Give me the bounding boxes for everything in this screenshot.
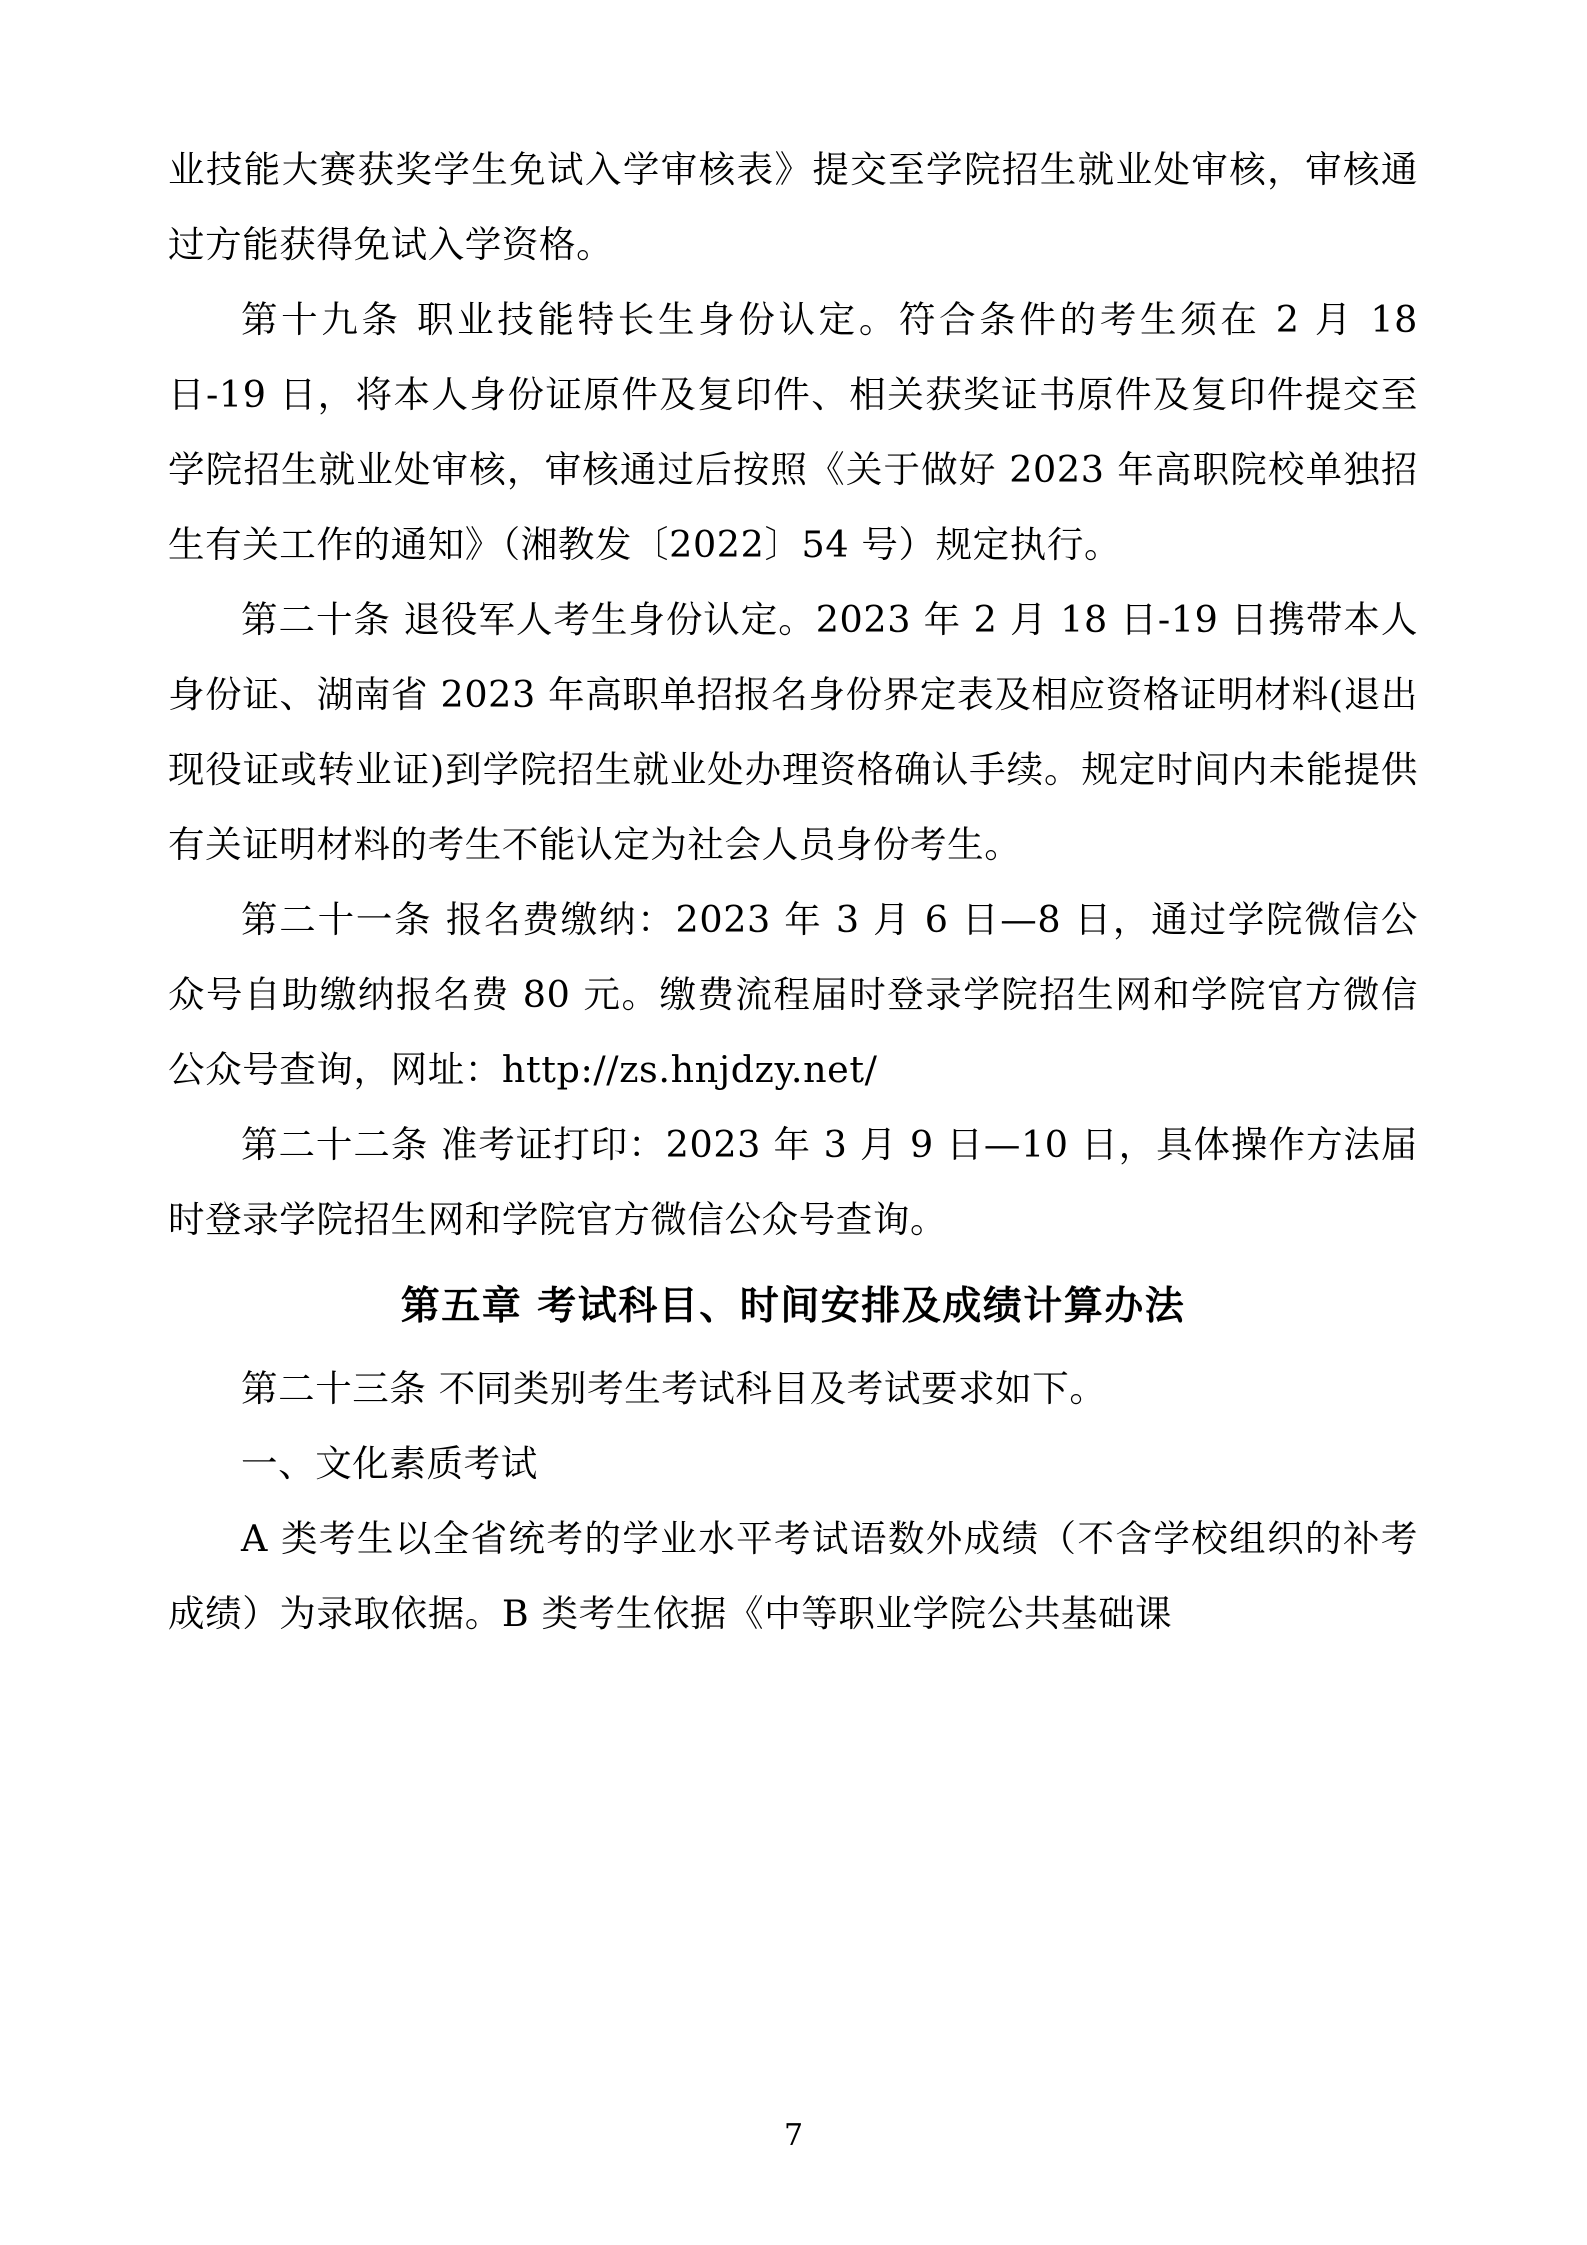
paragraph-article-19: 第十九条 职业技能特长生身份认定。符合条件的考生须在 2 月 18 日-19 日，将本人身份证原件及复印件、相关获奖证书原件及复印件提交至学院招生就业处审核，审核通过后按照《关于做好 2023 年高职院校单独招生有关工作的通知》（湘教发〔2022〕54 号）规定执行。 bbox=[168, 298, 1431, 566]
paragraph-section-one: 一、文化素质考试 bbox=[241, 1442, 538, 1485]
paragraph-article-20: 第二十条 退役军人考生身份认定。2023 年 2 月 18 日-19 日携带本人身份证、湖南省 2023 年高职单招报名身份界定表及相应资格证明材料(退出现役证或转业证)到学院招生就业处办理资格确认手续。规定时间内未能提供有关证明材料的考生不能认定为社会人员身份考生。 bbox=[168, 598, 1418, 866]
page-content bbox=[168, 132, 1431, 1651]
page-number: 7 bbox=[783, 2118, 804, 2153]
paragraph-article-23: 第二十三条 不同类别考生考试科目及考试要求如下。 bbox=[241, 1367, 1107, 1410]
chapter-heading: 第五章 考试科目、时间安排及成绩计算办法 bbox=[400, 1284, 1186, 1329]
paragraph-article-21: 第二十一条 报名费缴纳：2023 年 3 月 6 日—8 日，通过学院微信公众号自助缴纳报名费 80 元。缴费流程届时登录学院招生网和学院官方微信公众号查询，网址：http://zs.hnjdzy.net/ bbox=[168, 898, 1418, 1091]
paragraph-section-one-body: A 类考生以全省统考的学业水平考试语数外成绩（不含学校组织的补考成绩）为录取依据。B 类考生依据《中等职业学院公共基础课 bbox=[168, 1517, 1418, 1635]
paragraph-article-22: 第二十二条 准考证打印：2023 年 3 月 9 日—10 日，具体操作方法届时登录学院招生网和学院官方微信公众号查询。 bbox=[168, 1123, 1418, 1241]
paragraph-continued: 业技能大赛获奖学生免试入学审核表》提交至学院招生就业处审核，审核通过方能获得免试入学资格。 bbox=[168, 148, 1418, 266]
